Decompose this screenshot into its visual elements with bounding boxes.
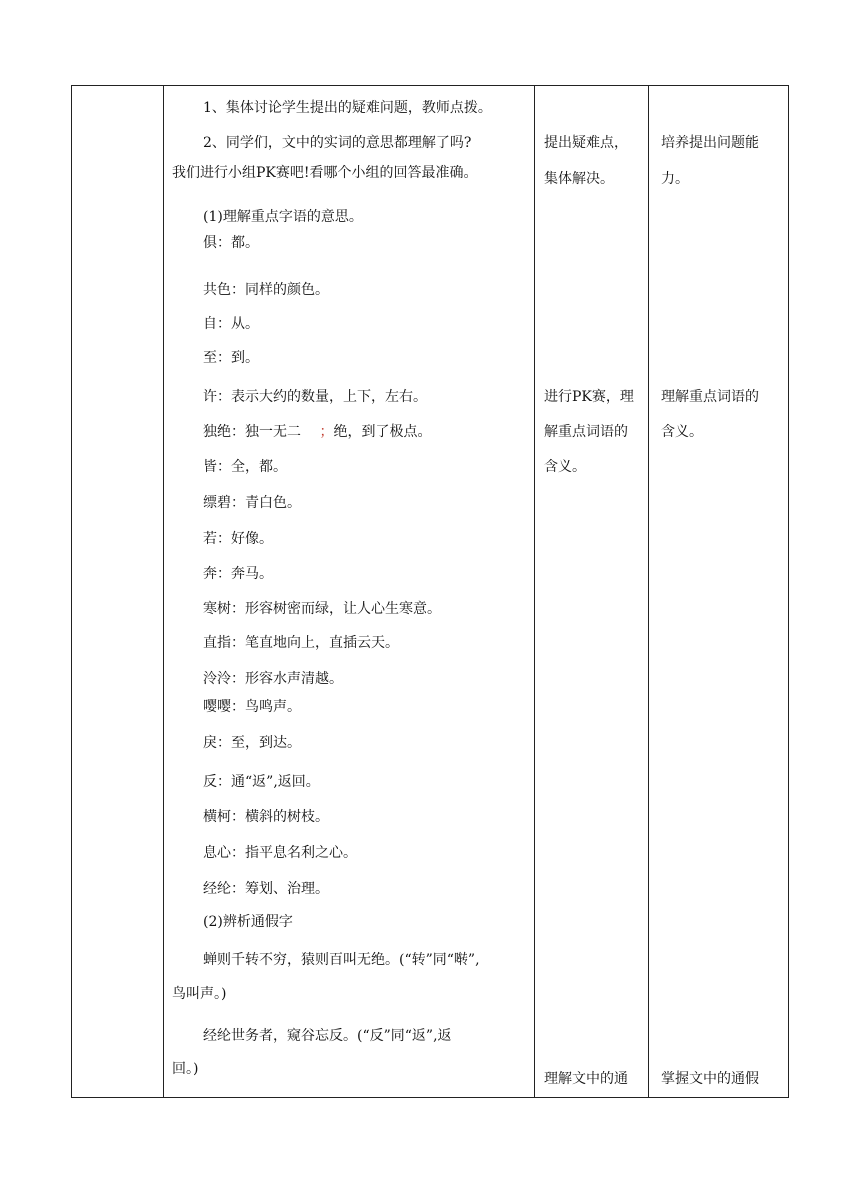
gloss-jie: 皆：全，都。 [203, 459, 287, 475]
gloss-dujue-semicolon: ； [319, 424, 334, 440]
design-intent-2-line2: 含义。 [661, 424, 703, 440]
gloss-hanshu: 寒树：形容树密而绿，让人心生寒意。 [203, 601, 441, 617]
student-activity-2-line2: 解重点词语的 [544, 424, 628, 440]
gloss-zhi: 至：到。 [203, 350, 259, 366]
tongjia-example-1-line2: 鸟叫声。) [172, 986, 227, 1002]
student-activity-1-line1: 提出疑难点， [544, 135, 628, 151]
gloss-ben: 奔：奔马。 [203, 566, 273, 582]
design-intent-1-line1: 培养提出问题能 [661, 135, 759, 151]
section-title-tongjia: (2)辨析通假字 [203, 914, 293, 930]
column-divider-3 [648, 85, 649, 1098]
intro-point-2-line1: 2、同学们，文中的实词的意思都理解了吗? [203, 135, 472, 151]
design-intent-1-line2: 力。 [661, 171, 689, 187]
table-left-border [71, 85, 72, 1098]
gloss-fan: 反：通“返”,返回。 [203, 774, 320, 790]
table-bottom-border [71, 1097, 789, 1098]
gloss-piaobi: 缥碧：青白色。 [203, 495, 301, 511]
gloss-zi: 自：从。 [203, 316, 259, 332]
gloss-gongse: 共色：同样的颜色。 [203, 282, 329, 298]
tongjia-example-2-line1: 经纶世务者，窥谷忘反。(“反”同“返”,返 [203, 1028, 452, 1044]
intro-point-2-line2: 我们进行小组PK赛吧!看哪个小组的回答最准确。 [172, 165, 478, 181]
gloss-zhizhi: 直指：笔直地向上，直插云天。 [203, 635, 399, 651]
column-divider-2 [534, 85, 535, 1098]
tongjia-example-1-line1: 蝉则千转不穷，猿则百叫无绝。(“转”同“啭”, [203, 952, 480, 968]
gloss-hengke: 横柯：横斜的树枝。 [203, 809, 329, 825]
gloss-ruo: 若：好像。 [203, 531, 273, 547]
student-activity-2-line3: 含义。 [544, 459, 586, 475]
gloss-xixin: 息心：指平息名利之心。 [203, 845, 357, 861]
column-divider-1 [163, 85, 164, 1098]
gloss-yingying: 嘤嘤：鸟鸣声。 [203, 699, 301, 715]
intro-point-1: 1、集体讨论学生提出的疑难问题，教师点拨。 [203, 100, 492, 116]
gloss-dujue-second: 绝，到了极点。 [333, 424, 432, 440]
student-activity-1-line2: 集体解决。 [544, 171, 614, 187]
table-top-border [71, 85, 789, 86]
gloss-xu: 许：表示大约的数量，上下，左右。 [203, 389, 427, 405]
student-activity-3-line1: 理解文中的通 [544, 1071, 628, 1087]
design-intent-3-line1: 掌握文中的通假 [661, 1071, 759, 1087]
design-intent-2-line1: 理解重点词语的 [661, 389, 759, 405]
gloss-li: 戾：至，到达。 [203, 735, 301, 751]
gloss-dujue-first: 独绝：独一无二 [203, 424, 301, 440]
gloss-ju: 俱：都。 [203, 235, 259, 251]
gloss-dujue [203, 423, 431, 441]
section-title-key-words: (1)理解重点字语的意思。 [203, 209, 363, 225]
tongjia-example-2-line2: 回。) [172, 1061, 199, 1077]
gloss-lingling: 泠泠：形容水声清越。 [203, 671, 343, 687]
student-activity-2-line1: 进行PK赛，理 [544, 389, 634, 405]
gloss-jinglun: 经纶：筹划、治理。 [203, 881, 329, 897]
table-right-border [788, 85, 789, 1098]
